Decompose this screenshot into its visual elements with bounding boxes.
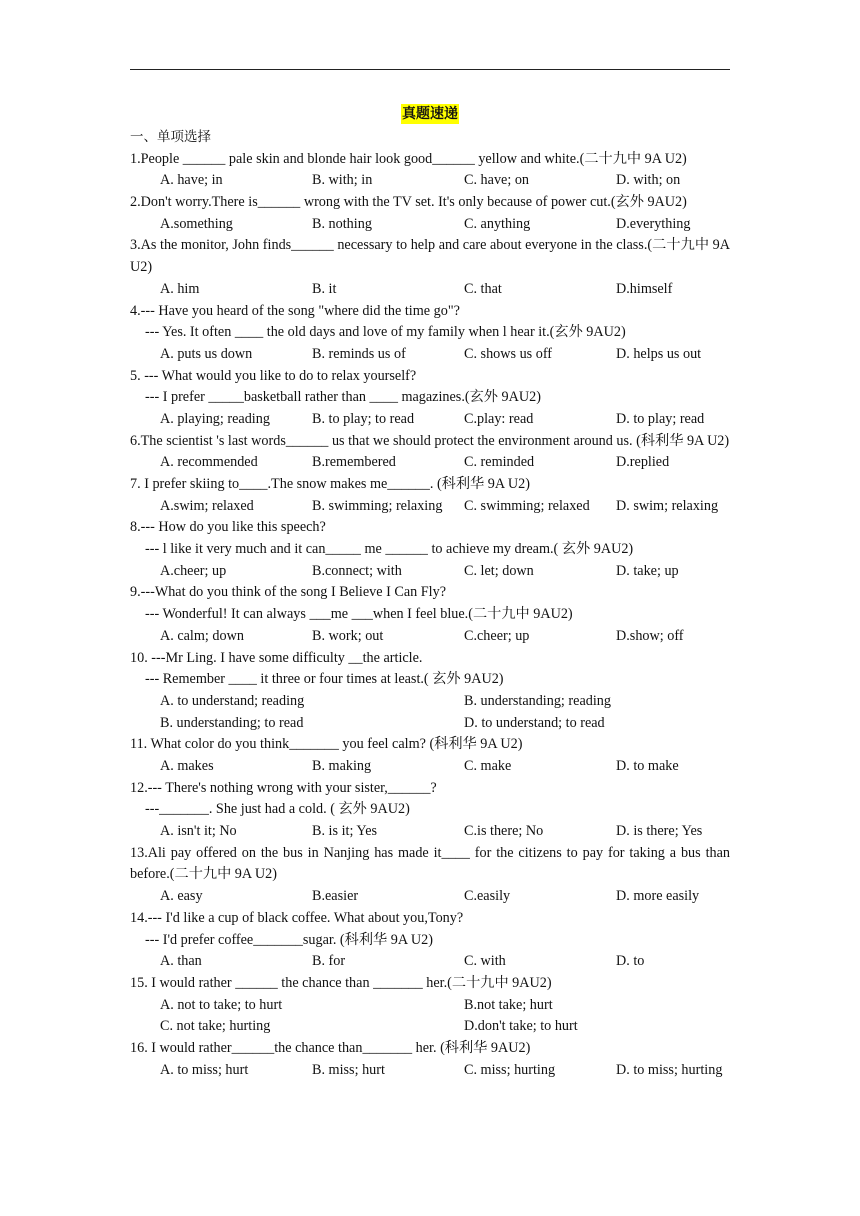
answer-option: C.is there; No <box>464 823 544 840</box>
answer-option: A. than <box>160 953 202 970</box>
option-row <box>130 409 730 431</box>
option-row <box>130 344 730 366</box>
answer-option: B. work; out <box>312 627 384 644</box>
question-stem: 16. I would rather______the chance than_______ her. (科利华 9AU2) <box>130 1039 531 1056</box>
answer-option: A. isn't it; No <box>160 823 237 840</box>
question-item <box>130 1038 730 1081</box>
header-rule <box>130 69 730 70</box>
answer-option: B.connect; with <box>312 562 402 579</box>
answer-option: A. playing; reading <box>160 410 270 427</box>
answer-option: A.swim; relaxed <box>160 497 254 514</box>
answer-option: D. more easily <box>616 888 700 905</box>
answer-option: B. swimming; relaxing <box>312 497 443 514</box>
answer-option: B.easier <box>312 888 359 905</box>
answer-option: A.something <box>160 215 233 232</box>
answer-option: A. easy <box>160 888 203 905</box>
answer-option: C. anything <box>464 215 531 232</box>
answer-option: D. to <box>616 953 645 970</box>
question-dialogue-line: --- Remember ____ it three or four times at least.( 玄外 9AU2) <box>145 671 504 688</box>
answer-option: C. with <box>464 953 506 970</box>
question-dialogue-line: --- l like it very much and it can_____ me ______ to achieve my dream.( 玄外 9AU2) <box>145 541 634 558</box>
question-dialogue-line: ---_______. She just had a cold. ( 玄外 9AU2) <box>145 801 410 818</box>
answer-option: B. understanding; reading <box>464 692 611 709</box>
question-item <box>130 301 730 366</box>
option-row <box>130 821 730 843</box>
answer-option: A. to miss; hurt <box>160 1061 249 1078</box>
question-item <box>130 973 730 1038</box>
answer-option: D.replied <box>616 454 670 471</box>
answer-option: D. to understand; to read <box>464 714 605 731</box>
answer-option: C. not take; hurting <box>160 1018 271 1035</box>
option-row <box>130 691 730 713</box>
answer-option: C. shows us off <box>464 345 553 362</box>
option-row <box>130 951 730 973</box>
answer-option: D. take; up <box>616 562 679 579</box>
question-item <box>130 734 730 777</box>
answer-option: D.show; off <box>616 627 684 644</box>
answer-option: A. makes <box>160 757 214 774</box>
answer-option: C. have; on <box>464 172 530 189</box>
question-stem: 4.--- Have you heard of the song "where did the time go"? <box>130 302 460 319</box>
answer-option: B.not take; hurt <box>464 996 553 1013</box>
question-stem: 14.--- I'd like a cup of black coffee. What about you,Tony? <box>130 909 464 926</box>
answer-option: A. have; in <box>160 172 223 189</box>
question-dialogue-line: --- Yes. It often ____ the old days and love of my family when l hear it.(玄外 9AU2) <box>145 324 626 341</box>
question-dialogue-line: --- I prefer _____basketball rather than ____ magazines.(玄外 9AU2) <box>145 389 541 406</box>
option-row <box>130 713 730 735</box>
answer-option: C.cheer; up <box>464 627 530 644</box>
question-stem: 8.--- How do you like this speech? <box>130 519 326 536</box>
answer-option: B. miss; hurt <box>312 1061 385 1078</box>
answer-option: C. let; down <box>464 562 534 579</box>
question-item <box>130 474 730 517</box>
option-row <box>130 279 730 301</box>
answer-option: A. to understand; reading <box>160 692 305 709</box>
option-row <box>130 170 730 192</box>
answer-option: B. making <box>312 757 372 774</box>
answer-option: B. to play; to read <box>312 410 415 427</box>
question-item <box>130 235 730 300</box>
answer-option: B. nothing <box>312 215 372 232</box>
question-stem: 15. I would rather ______ the chance than _______ her.(二十九中 9AU2) <box>130 974 552 991</box>
question-stem: 11. What color do you think_______ you feel calm? (科利华 9A U2) <box>130 736 523 753</box>
question-item <box>130 908 730 973</box>
answer-option: B. for <box>312 953 346 970</box>
question-item <box>130 648 730 735</box>
question-stem: 3.As the monitor, John finds______ necessary to help and care about everyone in the class.(二十九中 9A U2) <box>130 237 730 276</box>
question-stem: 13.Ali pay offered on the bus in Nanjing has made it____ for the citizens to pay for taking a bus than before.(二十九中 9A U2) <box>130 844 730 883</box>
option-row <box>130 886 730 908</box>
option-row <box>130 995 730 1017</box>
answer-option: A. puts us down <box>160 345 253 362</box>
option-row <box>130 1016 730 1038</box>
title-wrap <box>0 104 860 124</box>
question-item <box>130 778 730 843</box>
answer-option: D.himself <box>616 280 673 297</box>
answer-option: B. is it; Yes <box>312 823 378 840</box>
section-heading: 一、单项选择 <box>130 129 211 145</box>
option-row <box>130 214 730 236</box>
question-stem: 7. I prefer skiing to____.The snow makes me______. (科利华 9A U2) <box>130 476 530 493</box>
answer-option: B.remembered <box>312 454 396 471</box>
answer-option: A. recommended <box>160 454 258 471</box>
option-row <box>130 452 730 474</box>
question-item <box>130 431 730 474</box>
question-dialogue-line: --- Wonderful! It can always ___me ___when I feel blue.(二十九中 9AU2) <box>145 606 573 623</box>
option-row <box>130 626 730 648</box>
question-item <box>130 517 730 582</box>
answer-option: D. helps us out <box>616 345 702 362</box>
answer-option: D.everything <box>616 215 691 232</box>
question-stem: 9.---What do you think of the song I Believe I Can Fly? <box>130 584 446 601</box>
answer-option: C. that <box>464 280 502 297</box>
answer-option: C.easily <box>464 888 511 905</box>
answer-option: D. with; on <box>616 172 681 189</box>
answer-option: A. calm; down <box>160 627 244 644</box>
option-row <box>130 756 730 778</box>
question-stem: 10. ---Mr Ling. I have some difficulty __the article. <box>130 649 423 666</box>
option-row <box>130 1060 730 1082</box>
page-title: 真题速递 <box>402 106 458 122</box>
question-item <box>130 192 730 235</box>
answer-option: C. swimming; relaxed <box>464 497 590 514</box>
question-stem: 2.Don't worry.There is______ wrong with the TV set. It's only because of power cut.(玄外 9AU2) <box>130 194 687 211</box>
answer-option: D.don't take; to hurt <box>464 1018 578 1035</box>
question-dialogue-line: --- I'd prefer coffee_______sugar. (科利华 9A U2) <box>145 931 433 948</box>
question-item <box>130 149 730 192</box>
answer-option: C. make <box>464 757 512 774</box>
answer-option: B. with; in <box>312 172 373 189</box>
answer-option: D. is there; Yes <box>616 823 703 840</box>
question-stem: 5. --- What would you like to do to relax yourself? <box>130 367 417 384</box>
answer-option: B. reminds us of <box>312 345 406 362</box>
question-item <box>130 582 730 647</box>
answer-option: D. swim; relaxing <box>616 497 719 514</box>
answer-option: C. miss; hurting <box>464 1061 556 1078</box>
question-stem: 12.--- There's nothing wrong with your sister,______? <box>130 779 437 796</box>
option-row <box>130 561 730 583</box>
question-item <box>130 843 730 908</box>
answer-option: B. it <box>312 280 337 297</box>
answer-option: C.play: read <box>464 410 534 427</box>
answer-option: B. understanding; to read <box>160 714 304 731</box>
answer-option: C. reminded <box>464 454 535 471</box>
answer-option: D. to miss; hurting <box>616 1061 723 1078</box>
answer-option: D. to make <box>616 757 679 774</box>
answer-option: A. him <box>160 280 200 297</box>
question-stem: 1.People ______ pale skin and blonde hair look good______ yellow and white.(二十九中 9A U2) <box>130 150 687 167</box>
option-row <box>130 496 730 518</box>
question-stem: 6.The scientist 's last words______ us that we should protect the environment around us. (科利华 9A U2) <box>130 432 730 449</box>
answer-option: A. not to take; to hurt <box>160 996 283 1013</box>
answer-option: D. to play; read <box>616 410 705 427</box>
question-list <box>130 127 730 1081</box>
answer-option: A.cheer; up <box>160 562 227 579</box>
question-item <box>130 366 730 431</box>
